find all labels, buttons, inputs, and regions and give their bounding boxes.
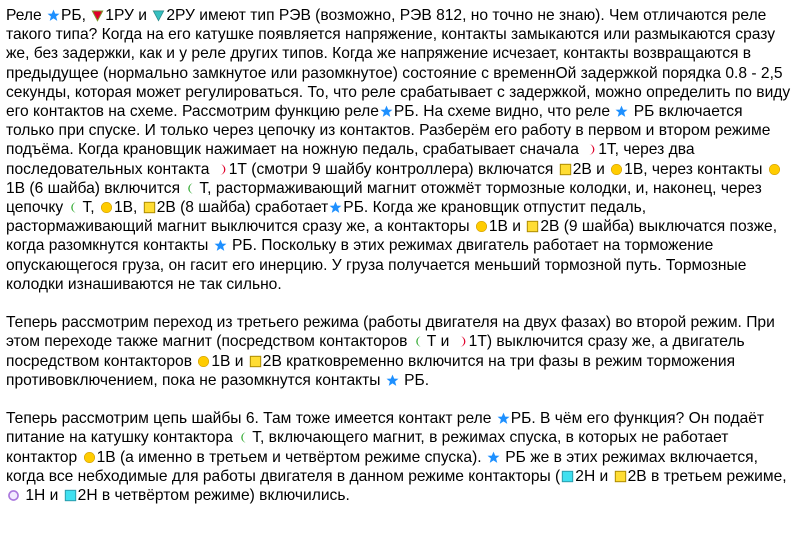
yellow-circle-icon xyxy=(197,355,210,368)
blue-star-icon xyxy=(380,105,393,118)
text-run: РБ. На схеме видно, что реле xyxy=(393,103,615,121)
paragraph-1 xyxy=(6,6,794,294)
text-run: 1В (а именно в третьем и четвёртом режиме спуска). xyxy=(96,448,486,466)
text-run: Т, включающего магнит, в режимах спуска, в которых не работает контактор xyxy=(6,429,729,466)
yellow-circle-icon xyxy=(768,163,781,176)
text-run: Реле xyxy=(6,7,46,24)
text-run: 1Т) выключится сразу же, а двигатель посредством контакторов xyxy=(6,333,745,370)
text-run: 2В в третьем режиме, xyxy=(627,467,787,485)
yellow-circle-icon xyxy=(100,201,113,214)
paragraph-2 xyxy=(6,313,794,390)
yellow-square-icon xyxy=(614,470,627,483)
text-run: 1Т, через два последовательных контакта xyxy=(6,141,695,178)
text-run: Т, xyxy=(82,199,99,217)
blue-star-icon xyxy=(487,451,500,464)
text-run: РБ включается только при спуске. И только через цепочку из контактов. Разберём его работу в первом и втором режиме подъёма. Когда крановщик нажимает на ножную педаль, срабатывает сначала xyxy=(6,103,771,159)
purple-ring-icon xyxy=(7,489,20,502)
text-run: РБ же в этих режимах включается, когда все небходимые для работы двигателя в данном режиме контакторы ( xyxy=(6,448,758,485)
text-run: 1В, через контакты xyxy=(624,160,767,178)
blue-star-icon xyxy=(497,412,510,425)
yellow-square-icon xyxy=(526,220,539,233)
text-run: 1РУ и xyxy=(105,7,152,24)
text-run: 2В кратковременно включится на три фазы в режим торможения противовключением, пока не разомкнутся контакты xyxy=(6,352,736,389)
cyan-square-icon xyxy=(64,489,77,502)
yellow-circle-icon xyxy=(475,220,488,233)
text-run: 1В, xyxy=(113,199,142,217)
text-run: 2В (9 шайба) выключатся позже, когда разомкнутся контакты xyxy=(6,218,778,255)
green-crescent-icon xyxy=(413,335,426,348)
teal-triangle-icon xyxy=(152,9,165,22)
blue-star-icon xyxy=(214,239,227,252)
text-run: РБ. xyxy=(399,371,430,389)
text-run: 2В (8 шайба) сработает xyxy=(156,199,329,217)
green-crescent-icon xyxy=(68,201,81,214)
text-run: 2РУ имеют тип РЭВ (возможно, РЭВ 812, но точно не знаю). Чем отличаются реле такого типа? Когда на его катушке появляется напряжение, контакты замыкаются или размыкаются сразу же, без задержки, как и у реле других типов. Когда же напряжение исчезает, контакты возвращаются в предыдущее (нормально замкнутое или разомкнутое) состояние с временнОй задержкой порядка 0.8 - 2,5 секунды, которая может регулироваться. То, что реле срабатывает с задержкой, можно определить по виду его контактов на схеме. Рассмотрим функцию реле xyxy=(6,7,791,121)
yellow-circle-icon xyxy=(610,163,623,176)
text-run: 1В и xyxy=(488,218,526,236)
yellow-square-icon xyxy=(143,201,156,214)
blue-star-icon xyxy=(386,374,399,387)
yellow-circle-icon xyxy=(83,451,96,464)
text-run: Т и xyxy=(426,333,454,351)
text-run: РБ. В чём его функция? Он подаёт питание на катушку контактора xyxy=(6,410,765,447)
text-run: 2Н в четвёртом режиме) включились. xyxy=(77,487,350,505)
text-run: Теперь рассмотрим цепь шайбы 6. Там тоже имеется контакт реле xyxy=(6,410,496,428)
text-run: РБ, xyxy=(60,7,91,24)
text-run: РБ. Когда же крановщик отпустит педаль, растормаживающий магнит выключится сразу же, а контакторы xyxy=(6,199,647,236)
blue-star-icon xyxy=(329,201,342,214)
cyan-square-icon xyxy=(561,470,574,483)
yellow-square-icon xyxy=(249,355,262,368)
blue-star-icon xyxy=(615,105,628,118)
text-run: 1В и xyxy=(211,352,248,370)
blue-star-icon xyxy=(47,9,60,22)
red-triangle-icon xyxy=(91,9,104,22)
text-run: РБ. Поскольку в этих режимах двигатель работает на торможение опускающегося груза, он гасит его инерцию. У груза получается меньший тормозной путь. Тормозные колодки изнашиваются не так сильно. xyxy=(6,237,747,293)
text-run: 1Т (смотри 9 шайбу контроллера) включатся xyxy=(228,160,558,178)
text-run: Т, растормаживающий магнит отожмёт тормозные колодки, и, наконец, через цепочку xyxy=(6,179,762,217)
red-crescent-icon xyxy=(215,163,228,176)
text-run: 1В (6 шайба) включится xyxy=(6,179,185,197)
green-crescent-icon xyxy=(185,182,198,195)
text-run: 2В и xyxy=(572,160,610,178)
paragraph-3 xyxy=(6,409,794,505)
text-run: Теперь рассмотрим переход из третьего режима (работы двигателя на двух фазах) во второй режим. При этом переходе также магнит (посредством контакторов xyxy=(6,314,775,351)
yellow-square-icon xyxy=(559,163,572,176)
red-crescent-icon xyxy=(455,335,468,348)
red-crescent-icon xyxy=(584,143,597,156)
text-run: 1Н и xyxy=(21,487,63,505)
green-crescent-icon xyxy=(238,431,251,444)
text-run: 2Н и xyxy=(575,467,613,485)
